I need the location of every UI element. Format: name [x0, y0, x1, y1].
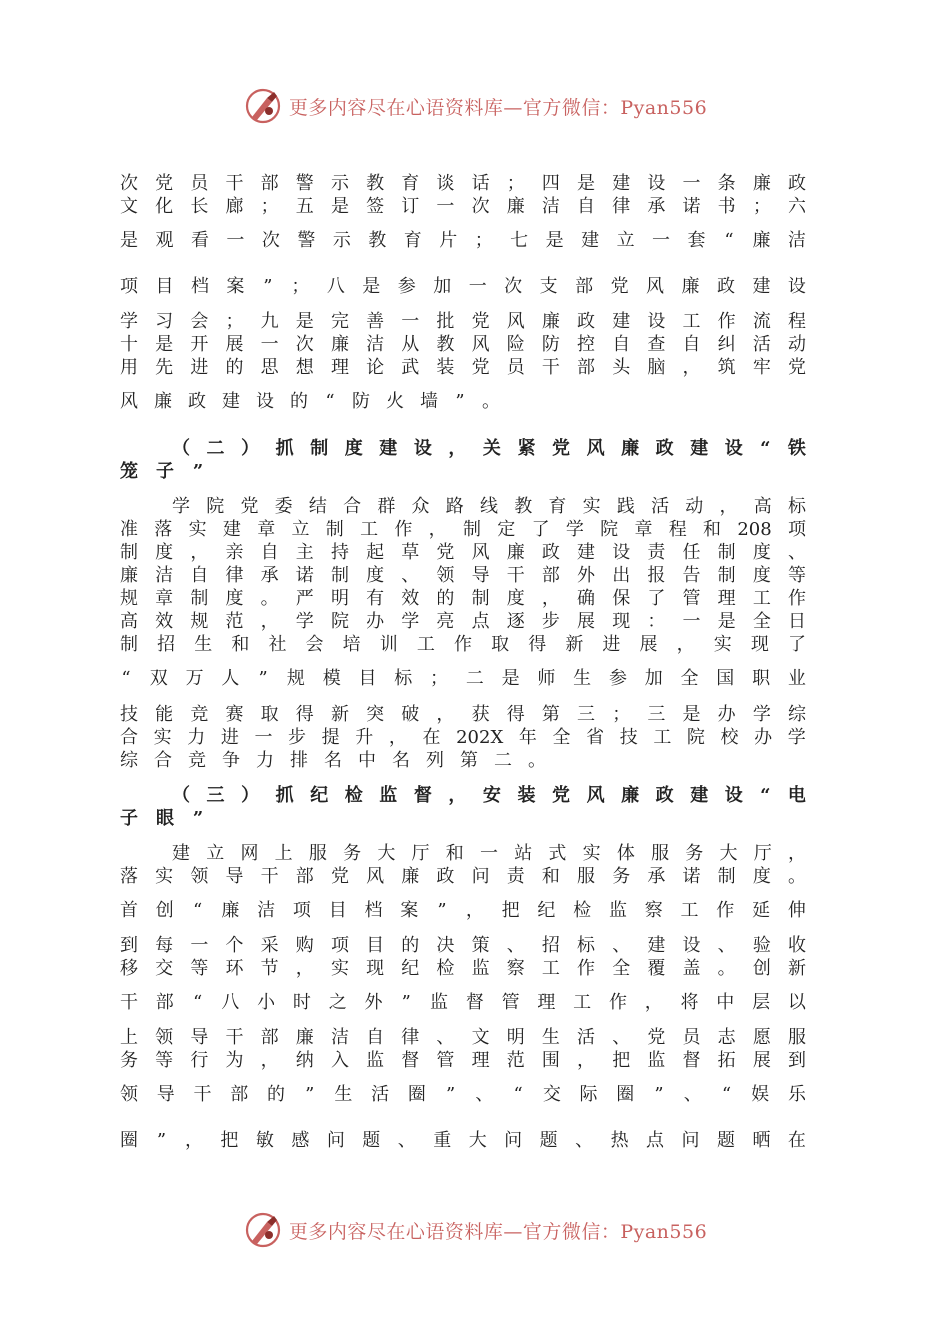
- paragraph-line: 学 院 党 委 结 合 群 众 路 线 教 育 实 践 活 动 ， 高 标: [172, 496, 806, 517]
- section-heading-line: （ 二 ） 抓 制 度 建 设 ， 关 紧 党 风 廉 政 建 设 “ 铁: [172, 438, 806, 459]
- paragraph-line: 风 廉 政 建 设 的 “ 防 火 墙 ” 。: [120, 391, 500, 412]
- paragraph-line: 落 实 领 导 干 部 党 风 廉 政 问 责 和 服 务 承 诺 制 度 。: [120, 866, 806, 887]
- paragraph-line: 制 招 生 和 社 会 培 训 工 作 取 得 新 进 展 ， 实 现 了: [120, 634, 806, 655]
- paragraph-line: 上 领 导 干 部 廉 洁 自 律 、 文 明 生 活 、 党 员 志 愿 服: [120, 1027, 806, 1048]
- banner-text: 更多内容尽在心语资料库—官方微信：Pyan556: [288, 1220, 708, 1243]
- paragraph-line: 高 效 规 范 ， 学 院 办 学 亮 点 逐 步 展 现 ： 一 是 全 日: [120, 611, 806, 632]
- pen-nib-logo-icon: [243, 1210, 283, 1250]
- paragraph-line: 综 合 竞 争 力 排 名 中 名 列 第 二 。: [120, 750, 546, 771]
- paragraph-line: 圈 ” ， 把 敏 感 问 题 、 重 大 问 题 、 热 点 问 题 晒 在: [120, 1130, 806, 1151]
- paragraph-line: 到 每 一 个 采 购 项 目 的 决 策 、 招 标 、 建 设 、 验 收: [120, 935, 806, 956]
- paragraph-line: 合 实 力 进 一 步 提 升 ， 在 202X 年 全 省 技 工 院 校 办 学: [120, 727, 806, 748]
- paragraph-line: 项 目 档 案 ” ； 八 是 参 加 一 次 支 部 党 风 廉 政 建 设: [120, 276, 806, 297]
- paragraph-line: 规 章 制 度 。 严 明 有 效 的 制 度 ， 确 保 了 管 理 工 作: [120, 588, 806, 609]
- paragraph-line: 建 立 网 上 服 务 大 厅 和 一 站 式 实 体 服 务 大 厅 ，: [172, 843, 806, 864]
- paragraph-line: 制 度 ， 亲 自 主 持 起 草 党 风 廉 政 建 设 责 任 制 度 、: [120, 542, 806, 563]
- paragraph-line: 领 导 干 部 的 ” 生 活 圈 ” 、 “ 交 际 圈 ” 、 “ 娱 乐: [120, 1084, 806, 1105]
- paragraph-line: 干 部 “ 八 小 时 之 外 ” 监 督 管 理 工 作 ， 将 中 层 以: [120, 992, 806, 1013]
- paragraph-line: 首 创 “ 廉 洁 项 目 档 案 ” ， 把 纪 检 监 察 工 作 延 伸: [120, 900, 806, 921]
- paragraph-line: 十 是 开 展 一 次 廉 洁 从 教 风 险 防 控 自 查 自 纠 活 动: [120, 334, 806, 355]
- section-heading-line: 子 眼 ”: [120, 808, 204, 829]
- paragraph-line: 学 习 会 ； 九 是 完 善 一 批 党 风 廉 政 建 设 工 作 流 程: [120, 311, 806, 332]
- paragraph-line: 文 化 长 廊 ； 五 是 签 订 一 次 廉 洁 自 律 承 诺 书 ； 六: [120, 196, 806, 217]
- paragraph-line: 用 先 进 的 思 想 理 论 武 装 党 员 干 部 头 脑 ， 筑 牢 党: [120, 357, 806, 378]
- footer-watermark-banner: [0, 1208, 950, 1252]
- paragraph-line: 准 落 实 建 章 立 制 工 作 ， 制 定 了 学 院 章 程 和 208 项: [120, 519, 806, 540]
- paragraph-line: “ 双 万 人 ” 规 模 目 标 ； 二 是 师 生 参 加 全 国 职 业: [121, 668, 806, 689]
- section-heading-line: （ 三 ） 抓 纪 检 监 督 ， 安 装 党 风 廉 政 建 设 “ 电: [172, 785, 806, 806]
- header-watermark-banner: [0, 84, 950, 128]
- banner-text: 更多内容尽在心语资料库—官方微信：Pyan556: [288, 96, 708, 119]
- paragraph-line: 廉 洁 自 律 承 诺 制 度 、 领 导 干 部 外 出 报 告 制 度 等: [120, 565, 806, 586]
- paragraph-line: 务 等 行 为 ， 纳 入 监 督 管 理 范 围 ， 把 监 督 拓 展 到: [120, 1050, 806, 1071]
- paragraph-line: 移 交 等 环 节 ， 实 现 纪 检 监 察 工 作 全 覆 盖 。 创 新: [120, 958, 806, 979]
- section-heading-line: 笼 子 ”: [120, 461, 204, 482]
- paragraph-line: 技 能 竞 赛 取 得 新 突 破 ， 获 得 第 三 ； 三 是 办 学 综: [120, 704, 806, 725]
- paragraph-line: 是 观 看 一 次 警 示 教 育 片 ； 七 是 建 立 一 套 “ 廉 洁: [120, 230, 806, 251]
- pen-nib-logo-icon: [243, 86, 283, 126]
- paragraph-line: 次 党 员 干 部 警 示 教 育 谈 话 ； 四 是 建 设 一 条 廉 政: [120, 173, 806, 194]
